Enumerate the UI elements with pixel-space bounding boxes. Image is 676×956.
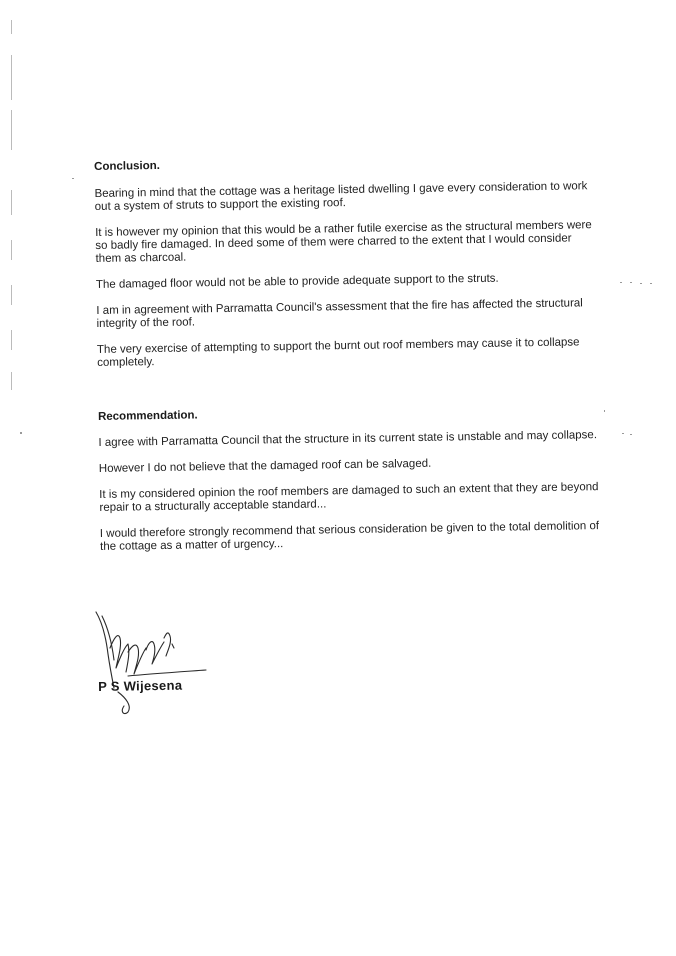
conclusion-heading: Conclusion.: [94, 159, 161, 173]
recommendation-heading: Recommendation.: [97, 409, 198, 423]
scan-mark: [11, 20, 12, 34]
conclusion-paragraph-3: The damaged floor would not be able to provide adequate support to the struts.: [95, 272, 499, 291]
scan-speck: [604, 410, 605, 412]
scan-mark: [11, 190, 12, 215]
recommendation-paragraph-2: However I do not believe that the damaged roof can be salvaged.: [98, 457, 432, 475]
recommendation-paragraph-4: I would therefore strongly recommend that serious consideration be given to the total demolition of the cottage as a matter of urgency...: [99, 520, 600, 553]
scan-speck: [72, 178, 74, 179]
scan-mark: [11, 240, 12, 260]
scan-mark: [11, 372, 12, 390]
scan-speck: [650, 283, 652, 284]
scan-speck: [640, 283, 642, 284]
scan-mark: [11, 55, 12, 100]
scan-mark: [11, 110, 12, 150]
conclusion-paragraph-1: Bearing in mind that the cottage was a heritage listed dwelling I gave every consideration to work out a system of struts to support the existing roof.: [94, 180, 588, 213]
scan-mark: [11, 330, 12, 350]
scan-speck: [622, 433, 624, 434]
scan-speck: [630, 282, 632, 283]
scan-speck: [630, 434, 632, 435]
handwritten-signature: [88, 608, 228, 718]
scan-mark: [11, 285, 12, 305]
conclusion-paragraph-2: It is however my opinion that this would be a rather futile exercise as the structural members were so badly fire damaged. In deed some of them were charred to the extent that I would consider them as charcoal.: [95, 219, 592, 265]
scan-speck: [20, 432, 22, 434]
recommendation-paragraph-1: I agree with Parramatta Council that the structure in its current state is unstable and may collapse.: [98, 429, 598, 449]
conclusion-paragraph-4: I am in agreement with Parramatta Council's assessment that the fire has affected the structural integrity of the roof.: [96, 297, 583, 330]
scan-speck: [620, 282, 622, 283]
document-body: [94, 152, 600, 554]
signatory-name: P S Wijesena: [98, 677, 183, 694]
recommendation-paragraph-3: It is my considered opinion the roof members are damaged to such an extent that they are beyond repair to a structurally acceptable standard...: [99, 481, 599, 514]
conclusion-paragraph-5: The very exercise of attempting to support the burnt out roof members may cause it to collapse completely.: [96, 336, 580, 369]
